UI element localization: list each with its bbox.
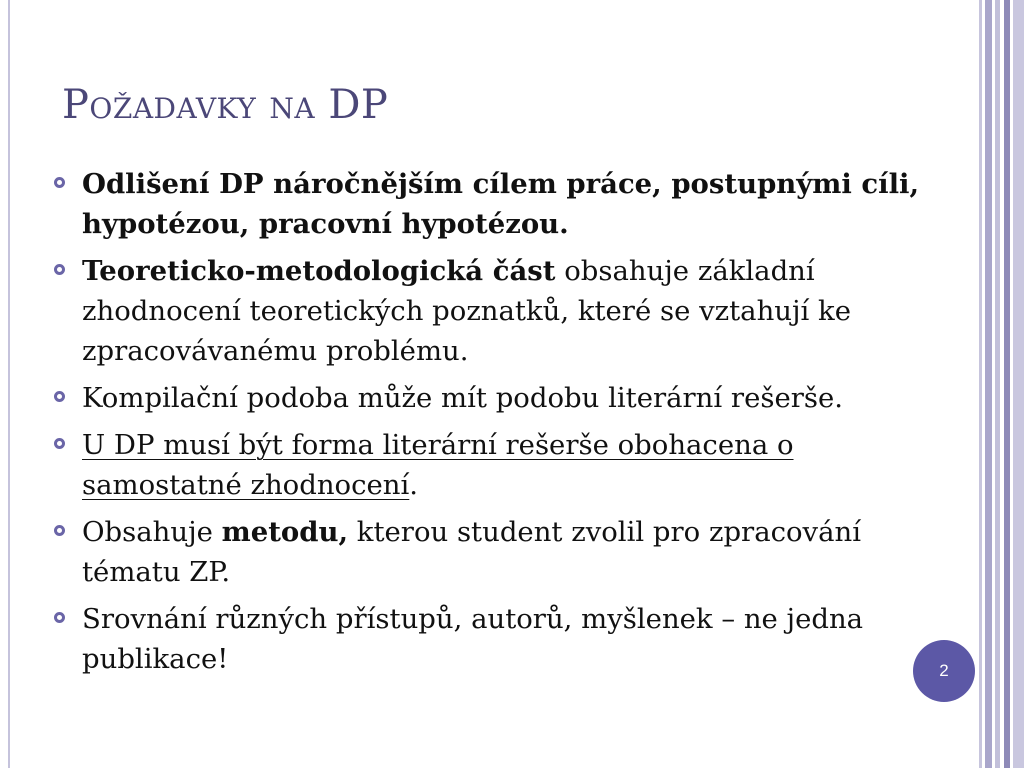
- bullet-text: kterou student zvolil pro zpracování tématu ZP.: [82, 516, 861, 588]
- bullet-text: Obsahuje: [82, 516, 222, 548]
- bullet-circle-icon: [54, 612, 65, 623]
- bullet-circle-icon: [54, 438, 65, 449]
- bullet-list: [50, 164, 950, 686]
- bullet-underlined-text: U DP musí být forma literární rešerše obohacena o samostatné zhodnocení: [82, 429, 794, 501]
- bullet-text: obsahuje základní zhodnocení teoretických poznatků, které se vztahují ke zpracovávanému problému.: [82, 255, 851, 367]
- right-decorative-stripe: [985, 0, 992, 768]
- page-number-badge: [913, 640, 975, 702]
- slide-title: Požadavky na DP: [62, 82, 389, 128]
- left-border-line: [8, 0, 10, 768]
- right-decorative-stripe: [995, 0, 1000, 768]
- bullet-item: [50, 378, 950, 418]
- bullet-bold-text: Teoreticko-metodologická část: [82, 255, 556, 287]
- bullet-item: [50, 512, 950, 592]
- bullet-circle-icon: [54, 391, 65, 402]
- bullet-circle-icon: [54, 264, 65, 275]
- right-decorative-stripe: [979, 0, 982, 768]
- page-number: 2: [939, 661, 949, 680]
- bullet-item: [50, 251, 950, 371]
- bullet-circle-icon: [54, 177, 65, 188]
- bullet-text: Srovnání různých přístupů, autorů, myšlenek – ne jedna publikace!: [82, 603, 864, 675]
- bullet-text: Kompilační podoba může mít podobu literární rešerše.: [82, 382, 844, 414]
- bullet-bold-text: Odlišení DP náročnějším cílem práce, postupnými cíli, hypotézou, pracovní hypotézou.: [82, 168, 920, 240]
- bullet-bold-text: metodu,: [221, 516, 349, 548]
- right-decorative-stripe: [1013, 0, 1024, 768]
- bullet-item: [50, 164, 950, 244]
- right-decorative-stripe: [1004, 0, 1010, 768]
- bullet-item: [50, 425, 950, 505]
- bullet-item: [50, 599, 950, 679]
- bullet-circle-icon: [54, 525, 65, 536]
- bullet-text: .: [409, 469, 419, 501]
